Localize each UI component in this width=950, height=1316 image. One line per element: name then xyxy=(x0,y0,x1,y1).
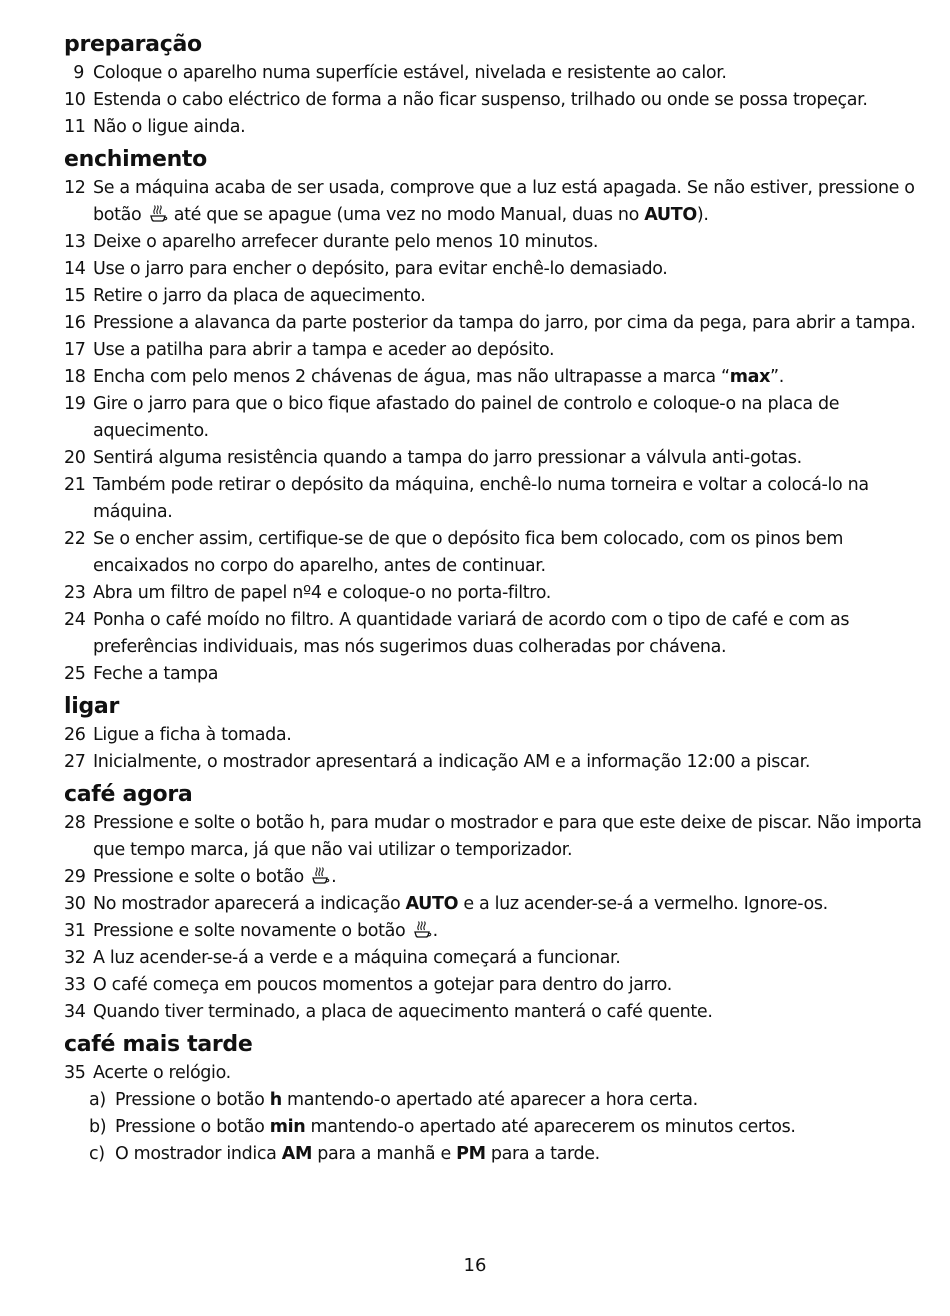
list-item xyxy=(64,661,924,688)
list-item xyxy=(64,337,924,364)
text-run: Pressione o botão xyxy=(115,1090,270,1110)
item-number: 11 xyxy=(64,117,86,137)
text-run: Acerte o relógio. xyxy=(93,1063,231,1083)
text-run: A luz acender-se-á a verde e a máquina começará a funcionar. xyxy=(93,948,621,968)
list-item xyxy=(64,607,924,661)
section-heading-s5: café mais tarde xyxy=(64,1032,253,1057)
text-run: Coloque o aparelho numa superfície estável, nivelada e resistente ao calor. xyxy=(93,63,727,83)
text-run: Se a máquina acaba de ser usada, comprove que a luz está apagada. Se não estiver, pressione o botão xyxy=(93,178,915,225)
text-run: até que se apague (uma vez no modo Manual, duas no xyxy=(168,205,645,225)
item-number: 17 xyxy=(64,340,86,360)
list-item xyxy=(64,472,924,526)
text-run: Abra um filtro de papel nº4 e coloque-o no porta-filtro. xyxy=(93,583,551,603)
item-number: 26 xyxy=(64,725,86,745)
bold-term: AUTO xyxy=(405,894,459,914)
list-item xyxy=(64,918,924,945)
list-item xyxy=(64,580,924,607)
text-run: Use a patilha para abrir a tampa e aceder ao depósito. xyxy=(93,340,555,360)
list-item xyxy=(64,175,924,229)
list-item xyxy=(64,749,924,776)
text-run: O café começa em poucos momentos a gotejar para dentro do jarro. xyxy=(93,975,672,995)
sub-item-letter: a) xyxy=(89,1090,106,1110)
list-item xyxy=(64,87,924,114)
sub-item-letter: b) xyxy=(89,1117,107,1137)
list-item xyxy=(64,364,924,391)
item-number: 9 xyxy=(73,63,84,83)
list-item xyxy=(64,810,924,864)
text-run: Estenda o cabo eléctrico de forma a não ficar suspenso, trilhado ou onde se possa tropeçar. xyxy=(93,90,868,110)
item-number: 34 xyxy=(64,1002,86,1022)
list-item xyxy=(64,256,924,283)
coffee-cup-icon xyxy=(412,919,432,939)
list-item xyxy=(64,445,924,472)
text-run: Sentirá alguma resistência quando a tampa do jarro pressionar a válvula anti-gotas. xyxy=(93,448,802,468)
text-run: . xyxy=(432,921,438,941)
page-number: 16 xyxy=(463,1255,487,1276)
coffee-cup-icon xyxy=(310,865,330,885)
text-run: Use o jarro para encher o depósito, para evitar enchê-lo demasiado. xyxy=(93,259,668,279)
section-heading-s1: preparação xyxy=(64,32,202,57)
text-run: para a manhã e xyxy=(312,1144,457,1164)
item-number: 14 xyxy=(64,259,86,279)
list-item xyxy=(64,114,924,141)
text-run: . xyxy=(331,867,337,887)
list-item xyxy=(64,891,924,918)
text-run: Não o ligue ainda. xyxy=(93,117,246,137)
item-number: 21 xyxy=(64,475,86,495)
item-number: 15 xyxy=(64,286,86,306)
text-run: ). xyxy=(696,205,709,225)
section-heading-s2: enchimento xyxy=(64,147,207,172)
text-run: Inicialmente, o mostrador apresentará a indicação AM e a informação 12:00 a piscar. xyxy=(93,752,811,772)
coffee-cup-icon xyxy=(148,203,168,223)
text-run: Retire o jarro da placa de aquecimento. xyxy=(93,286,426,306)
item-number: 23 xyxy=(64,583,86,603)
item-number: 29 xyxy=(64,867,86,887)
list-item xyxy=(64,391,924,445)
item-number: 35 xyxy=(64,1063,86,1083)
text-run: e a luz acender-se-á a vermelho. Ignore-os. xyxy=(458,894,828,914)
text-run: Também pode retirar o depósito da máquina, enchê-lo numa torneira e voltar a colocá-lo na máquina. xyxy=(93,475,869,522)
section-heading-s3: ligar xyxy=(64,694,120,719)
bold-term: AUTO xyxy=(644,205,697,225)
text-run: Se o encher assim, certifique-se de que o depósito fica bem colocado, com os pinos bem encaixados no corpo do aparelho, antes de continuar. xyxy=(93,529,844,576)
text-run: O mostrador indica xyxy=(115,1144,282,1164)
sub-item xyxy=(64,1087,924,1114)
list-item xyxy=(64,1060,924,1087)
item-number: 19 xyxy=(64,394,86,414)
text-run: Deixe o aparelho arrefecer durante pelo menos 10 minutos. xyxy=(93,232,599,252)
item-number: 12 xyxy=(64,178,86,198)
instruction-page xyxy=(64,26,924,1168)
text-run: para a tarde. xyxy=(485,1144,600,1164)
item-number: 33 xyxy=(64,975,86,995)
text-run: Ligue a ficha à tomada. xyxy=(93,725,292,745)
list-item xyxy=(64,945,924,972)
list-item xyxy=(64,283,924,310)
item-number: 18 xyxy=(64,367,86,387)
item-number: 30 xyxy=(64,894,86,914)
bold-term: min xyxy=(269,1117,306,1137)
bold-term: PM xyxy=(456,1144,486,1164)
text-run: Encha com pelo menos 2 chávenas de água, mas não ultrapasse a marca “ xyxy=(93,367,730,387)
text-run: Pressione o botão xyxy=(115,1117,270,1137)
text-run: Ponha o café moído no filtro. A quantidade variará de acordo com o tipo de café e com as preferências individuais, mas nós sugerimos duas colheradas por chávena. xyxy=(93,610,850,657)
sub-item-letter: c) xyxy=(89,1144,105,1164)
list-item xyxy=(64,526,924,580)
item-number: 27 xyxy=(64,752,86,772)
item-number: 24 xyxy=(64,610,86,630)
item-number: 22 xyxy=(64,529,86,549)
text-run: mantendo-o apertado até aparecerem os minutos certos. xyxy=(305,1117,796,1137)
list-item xyxy=(64,60,924,87)
text-run: Pressione e solte novamente o botão xyxy=(93,921,411,941)
text-run: mantendo-o apertado até aparecer a hora certa. xyxy=(281,1090,698,1110)
item-number: 10 xyxy=(64,90,86,110)
text-run: ”. xyxy=(770,367,784,387)
sub-item xyxy=(64,1141,924,1168)
text-run: Gire o jarro para que o bico fique afastado do painel de controlo e coloque-o na placa de aquecimento. xyxy=(93,394,840,441)
text-run: No mostrador aparecerá a indicação xyxy=(93,894,406,914)
item-number: 32 xyxy=(64,948,86,968)
text-run: Quando tiver terminado, a placa de aquecimento manterá o café quente. xyxy=(93,1002,713,1022)
item-number: 20 xyxy=(64,448,86,468)
text-run: Pressione e solte o botão h, para mudar o mostrador e para que este deixe de piscar. Não importa que tempo marca, já que não vai utilizar o temporizador. xyxy=(93,813,922,860)
list-item xyxy=(64,310,924,337)
item-number: 31 xyxy=(64,921,86,941)
bold-term: h xyxy=(269,1090,282,1110)
list-item xyxy=(64,229,924,256)
sub-item xyxy=(64,1114,924,1141)
item-number: 13 xyxy=(64,232,86,252)
item-number: 25 xyxy=(64,664,86,684)
list-item xyxy=(64,722,924,749)
bold-term: max xyxy=(729,367,771,387)
text-run: Feche a tampa xyxy=(93,664,219,684)
text-run: Pressione e solte o botão xyxy=(93,867,310,887)
list-item xyxy=(64,999,924,1026)
list-item xyxy=(64,864,924,891)
text-run: Pressione a alavanca da parte posterior da tampa do jarro, por cima da pega, para abrir a tampa. xyxy=(93,313,916,333)
list-item xyxy=(64,972,924,999)
item-number: 28 xyxy=(64,813,86,833)
item-number: 16 xyxy=(64,313,86,333)
section-heading-s4: café agora xyxy=(64,782,193,807)
bold-term: AM xyxy=(281,1144,313,1164)
